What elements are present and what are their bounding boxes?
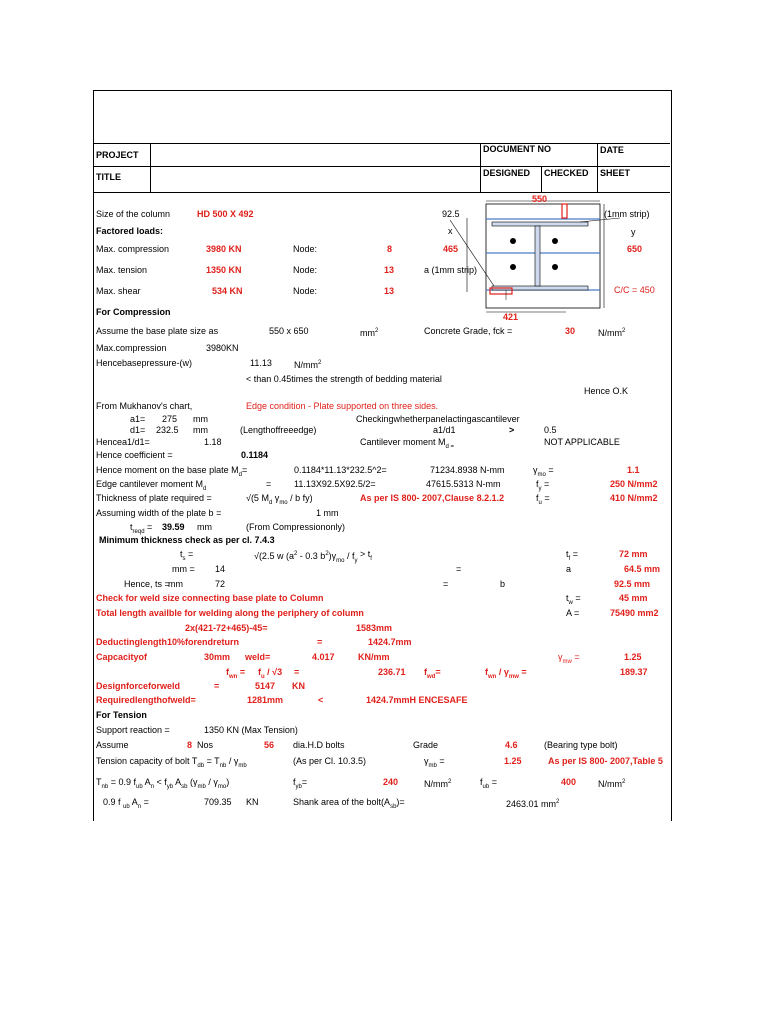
ts-mm: mm	[168, 579, 183, 589]
fu-text: f	[536, 493, 539, 503]
check-cantilever: Checkingwhetherpanelactingascantilever	[356, 414, 520, 424]
weld-check: Check for weld size connecting base plate to Column	[96, 593, 324, 603]
fyb-unit: $N/mm^2$	[424, 779, 452, 789]
deduct-eq: =	[317, 637, 323, 647]
fwn-gamma: $f_{wn} / \gamma_{mw}$ =	[485, 667, 527, 680]
coefficient-label: Hence coefficient =	[96, 450, 173, 460]
grade-value: 4.6	[505, 740, 518, 750]
edge-moment-text: Edge cantilever moment M	[96, 479, 204, 489]
sheet-label: SHEET	[600, 168, 631, 178]
shank-value: 2463.01 $mm^2$	[506, 799, 560, 809]
gamma-mb: $\gamma_{mb}$ =	[424, 756, 445, 769]
area-value: 75490 mm2	[610, 608, 659, 618]
shear-node: 13	[384, 286, 395, 296]
node-label-2: Node:	[293, 265, 318, 275]
factored-loads: Factored loads:	[96, 226, 164, 236]
node-label-1: Node:	[293, 244, 318, 254]
fwd-label: $f_{wd}=$	[424, 667, 441, 680]
a1-value: 275	[162, 414, 178, 424]
knmm-unit: KN/mm	[358, 652, 390, 662]
gt-sign: >	[509, 425, 515, 435]
treqd-unit: mm	[197, 522, 212, 532]
pressure-value: 11.13	[250, 358, 272, 368]
tnb-text: T	[96, 777, 102, 787]
tension-value: 1350 KN	[206, 265, 242, 275]
mm-14: 14	[215, 564, 226, 574]
fwn-gamma-text: f	[485, 667, 488, 677]
a1d1-value: 1.18	[204, 437, 222, 447]
nos-count: 8	[187, 740, 193, 750]
treqd-value: 39.59	[162, 522, 185, 532]
ts-text: t	[180, 549, 183, 559]
date-label: DATE	[600, 145, 624, 155]
design-force-value: 5147	[255, 681, 276, 691]
diagram-650: 650	[627, 244, 643, 254]
node-label-3: Node:	[293, 286, 318, 296]
as-per-table: As per IS 800- 2007,Table 5	[548, 756, 663, 766]
fu-value: 410 N/mm2	[610, 493, 658, 503]
lt-sign: <	[318, 695, 324, 705]
a1-label: a1=	[130, 414, 146, 424]
edge-eq: =	[266, 479, 272, 489]
fub-text: f	[480, 777, 483, 787]
shank-end: )=	[396, 797, 405, 807]
size-value: HD 500 X 492	[197, 209, 254, 219]
shank-text: Shank area of the bolt(A	[293, 797, 391, 807]
diagram-width-550: 550	[532, 194, 548, 204]
support-reaction: Support reaction =	[96, 725, 170, 735]
mm-eq: mm =	[172, 564, 195, 574]
shear-value: 534 KN	[212, 286, 243, 296]
fyb-eq: =	[301, 777, 308, 787]
fu-sqrt: $f_u / √3$	[258, 667, 283, 680]
fck-value: 30	[565, 326, 576, 336]
fub-label: $f_{ub}$ =	[480, 777, 497, 790]
weld-label: weld=	[245, 652, 271, 662]
tension-capacity: Tension capacity of bolt $T_{db} = T_{nb} / \gamma_{mb}$	[96, 756, 247, 769]
thickness-label: Thickness of plate required =	[96, 493, 212, 503]
for-tension: For Tension	[96, 710, 147, 720]
width-value: 1 mm	[316, 508, 339, 518]
bearing-type: (Bearing type bolt)	[544, 740, 618, 750]
a1-unit: mm	[193, 414, 208, 424]
fyb-text: f	[293, 777, 296, 787]
an-unit: KN	[246, 797, 259, 807]
treqd-label: $t_{reqd}$ =	[130, 522, 153, 535]
plate-unit-text: mm	[360, 328, 375, 338]
calc-2x: 2x(421-72+465)-45=	[185, 623, 268, 633]
an-eq: =	[143, 797, 149, 807]
dia-label: dia.H.D bolts	[293, 740, 345, 750]
d1-value: 232.5	[156, 425, 179, 435]
fub-value: 400	[561, 777, 577, 787]
thickness-formula-text: √(5 M	[246, 493, 269, 503]
gt-tf: > $t_f$	[360, 549, 372, 562]
assume-plate: Assume the base plate size as	[96, 326, 219, 336]
fy-text: f	[536, 479, 539, 489]
comp-label: Max. compression	[96, 244, 170, 254]
an-text: A	[131, 797, 138, 807]
an-formula-text: 0.9 f	[103, 797, 121, 807]
checked-label: CHECKED	[544, 168, 589, 178]
hence-ok: Hence O.K	[584, 386, 629, 396]
mukhanov: From Mukhanov's chart,	[96, 401, 193, 411]
tension-node: 13	[384, 265, 395, 275]
fwd-text: f	[424, 667, 427, 677]
design-force-unit: KN	[292, 681, 305, 691]
tf-label: $t_f$ =	[566, 549, 578, 562]
eq-a: =	[456, 564, 462, 574]
ts-label: $t_s$ =	[180, 549, 194, 562]
deducting-length: Deductinglength10%forendreturn	[96, 637, 240, 647]
hence-a1d1: Hencea1/d1=	[96, 437, 150, 447]
diagram-x: x	[448, 226, 453, 236]
tnb-formula: $T_{nb} = 0.9$ $f_{ub}$ $A_n < f_{yb}$ $A_{sb}$ $(\gamma_{mb} / \gamma_{mo})$	[96, 777, 230, 790]
deduct-value: 1424.7mm	[368, 637, 412, 647]
an-value: 709.35	[204, 797, 232, 807]
coefficient-value: 0.1184	[241, 450, 269, 460]
diagram-421: 421	[503, 312, 519, 322]
grade-label: Grade	[413, 740, 439, 750]
shear-label: Max. shear	[96, 286, 141, 296]
edge-value: 47615.5313 N-mm	[426, 479, 501, 489]
tf-value: 72 mm	[619, 549, 648, 559]
moment-label-text: Hence moment on the base plate M	[96, 465, 239, 475]
value-18937: 189.37	[620, 667, 648, 677]
plate-unit: $mm^2$	[360, 328, 379, 338]
free-edge: (Lengthoffreeedge)	[240, 425, 317, 435]
tf-text: t	[566, 549, 569, 559]
hence-ts: Hence, ts =	[124, 579, 170, 589]
cantilever-moment: Cantilever moment $M_{d =}$	[360, 437, 455, 450]
cantilever-moment-text: Cantilever moment M	[360, 437, 446, 447]
support-value: 1350 KN (Max Tension)	[204, 725, 298, 735]
diagram-strip-top: (1mm strip)	[604, 209, 650, 219]
fy-label: $f_y$ =	[536, 479, 550, 492]
gamma-mo-eq: =	[548, 465, 554, 475]
b-letter: b	[500, 579, 506, 589]
pressure-unit-text: N/mm	[294, 360, 318, 370]
maxcomp-label: Max.compression	[96, 343, 167, 353]
total-length: Total length availble for welding along the periphery of column	[96, 608, 364, 618]
fck-unit-text: N/mm	[598, 328, 622, 338]
fyb-value: 240	[383, 777, 399, 787]
diagram-cc: C/C = 450	[614, 285, 655, 295]
diagram-465: 465	[443, 244, 459, 254]
title-label: TITLE	[96, 172, 121, 182]
design-force-eq: =	[214, 681, 220, 691]
value-23671: 236.71	[378, 667, 406, 677]
diagram-strip-left: a (1mm strip)	[424, 265, 478, 275]
diagram-925: 92.5	[442, 209, 460, 219]
required-value: 1281mm	[247, 695, 284, 705]
a-value: 64.5 mm	[624, 564, 661, 574]
plate-size: 550 x 650	[269, 326, 309, 336]
min-thickness-check: Minimum thickness check as per cl. 7.4.3	[99, 535, 275, 545]
thickness-formula: √(5 $M_d$ $\gamma_{mo}$ / b fy)	[246, 493, 313, 506]
designed-label: DESIGNED	[483, 168, 531, 178]
a-letter: a	[566, 564, 572, 574]
edge-condition: Edge condition - Plate supported on three sides.	[246, 401, 439, 411]
fwd-eq: =	[435, 667, 441, 677]
moment-label: Hence moment on the base plate $M_d=$	[96, 465, 248, 478]
fu-label: $f_u$ =	[536, 493, 550, 506]
b-value: 92.5 mm	[614, 579, 651, 589]
ts-72: 72	[215, 579, 226, 589]
comp-value: 3980 KN	[206, 244, 242, 254]
fck-unit: $N/mm^2$	[598, 328, 626, 338]
fyb-unit-text: N/mm	[424, 779, 448, 789]
ts-formula: √(2.5 w ($a^2 - 0.3$ $b^2)\gamma_{mo} / f_y$	[254, 551, 358, 564]
fub-eq: =	[491, 777, 497, 787]
gt-tf-text: > t	[360, 549, 371, 559]
comp-node: 8	[387, 244, 393, 254]
concrete-grade: Concrete Grade, fck =	[424, 326, 513, 336]
tw-label: $t_w$ =	[566, 593, 581, 606]
assume-width: Assuming width of the plate b =	[96, 508, 222, 518]
fwn-label: $f_{wn}$ =	[226, 667, 246, 680]
as-per-clause: As per IS 800- 2007,Clause 8.2.1.2	[360, 493, 505, 503]
eq-b: =	[443, 579, 449, 589]
required-length: Requiredlengthofweld=	[96, 695, 196, 705]
pressure-unit: $N/mm^2$	[294, 360, 322, 370]
capacity-label: Capcacityof	[96, 652, 148, 662]
capacity-value: 4.017	[312, 652, 335, 662]
for-compression: For Compression	[96, 307, 171, 317]
maxcomp-value: 3980KN	[206, 343, 239, 353]
fwn-eq: =	[239, 667, 246, 677]
gamma-mw-value: 1.25	[624, 652, 642, 662]
fu-sqrt-text: f	[258, 667, 261, 677]
assume-bolts: Assume	[96, 740, 129, 750]
moment-value: 71234.8938 N-mm	[430, 465, 505, 475]
size-label: Size of the column	[96, 209, 171, 219]
pressure-label: Hencebasepressure-(w)	[96, 358, 193, 368]
ts-formula-text: √(2.5 w (a	[254, 551, 294, 561]
project-label: PROJECT	[96, 150, 139, 160]
nos-label: Nos	[197, 740, 214, 750]
dia-value: 56	[264, 740, 275, 750]
gamma-mo-value: 1.1	[627, 465, 640, 475]
less-than-note: < than 0.45times the strength of bedding material	[246, 374, 442, 384]
d1-unit: mm	[193, 425, 208, 435]
eq3: =	[294, 667, 300, 677]
a1d1-ratio: a1/d1	[433, 425, 456, 435]
an-formula: 0.9 f $_{ub}$ $A_n$ =	[103, 797, 149, 810]
hence-safe: 1424.7mmH ENCESAFE	[366, 695, 468, 705]
fwn-text: f	[226, 667, 229, 677]
gamma-mb-value: 1.25	[504, 756, 522, 766]
fub-unit-text: N/mm	[598, 779, 622, 789]
shank-value-text: 2463.01 mm	[506, 799, 557, 809]
fyb-label: $f_{yb}=$	[293, 777, 308, 790]
from-compression: (From Compressiononly)	[246, 522, 346, 532]
gamma-mw-eq: =	[574, 652, 580, 662]
gamma-mw: $\gamma_{mw}$ =	[558, 652, 580, 665]
capacity-mm: 30mm	[204, 652, 231, 662]
fy-value: 250 N/mm2	[610, 479, 658, 489]
calc-2x-value: 1583mm	[356, 623, 393, 633]
diagram-y: y	[631, 227, 636, 237]
gamma-mb-eq: =	[439, 756, 445, 766]
edge-calc: 11.13X92.5X92.5/2=	[294, 479, 376, 489]
tw-value: 45 mm	[619, 593, 648, 603]
tension-label: Max. tension	[96, 265, 148, 275]
fub-unit: $N/mm^2$	[598, 779, 626, 789]
treqd-text: t	[130, 522, 133, 532]
d1-label: d1=	[130, 425, 146, 435]
half-value: 0.5	[544, 425, 557, 435]
edge-moment-label: Edge cantilever moment $M_d$	[96, 479, 207, 492]
not-applicable: NOT APPLICABLE	[544, 437, 620, 447]
tension-capacity-text: Tension capacity of bolt T	[96, 756, 198, 766]
as-per-cl: (As per Cl. 10.3.5)	[293, 756, 367, 766]
tw-text: t	[566, 593, 569, 603]
area-label: A =	[566, 608, 580, 618]
design-force: Designforceforweld	[96, 681, 181, 691]
tnb-formula-text: = 0.9 f	[110, 777, 136, 787]
document-no-label: DOCUMENT NO	[483, 144, 551, 154]
shank-area: Shank area of the $bolt(A_{sb})=$	[293, 797, 405, 810]
gamma-mo: $\gamma_{mo}$ =	[533, 465, 554, 478]
moment-calc: 0.1184*11.13*232.5^2=	[294, 465, 387, 475]
